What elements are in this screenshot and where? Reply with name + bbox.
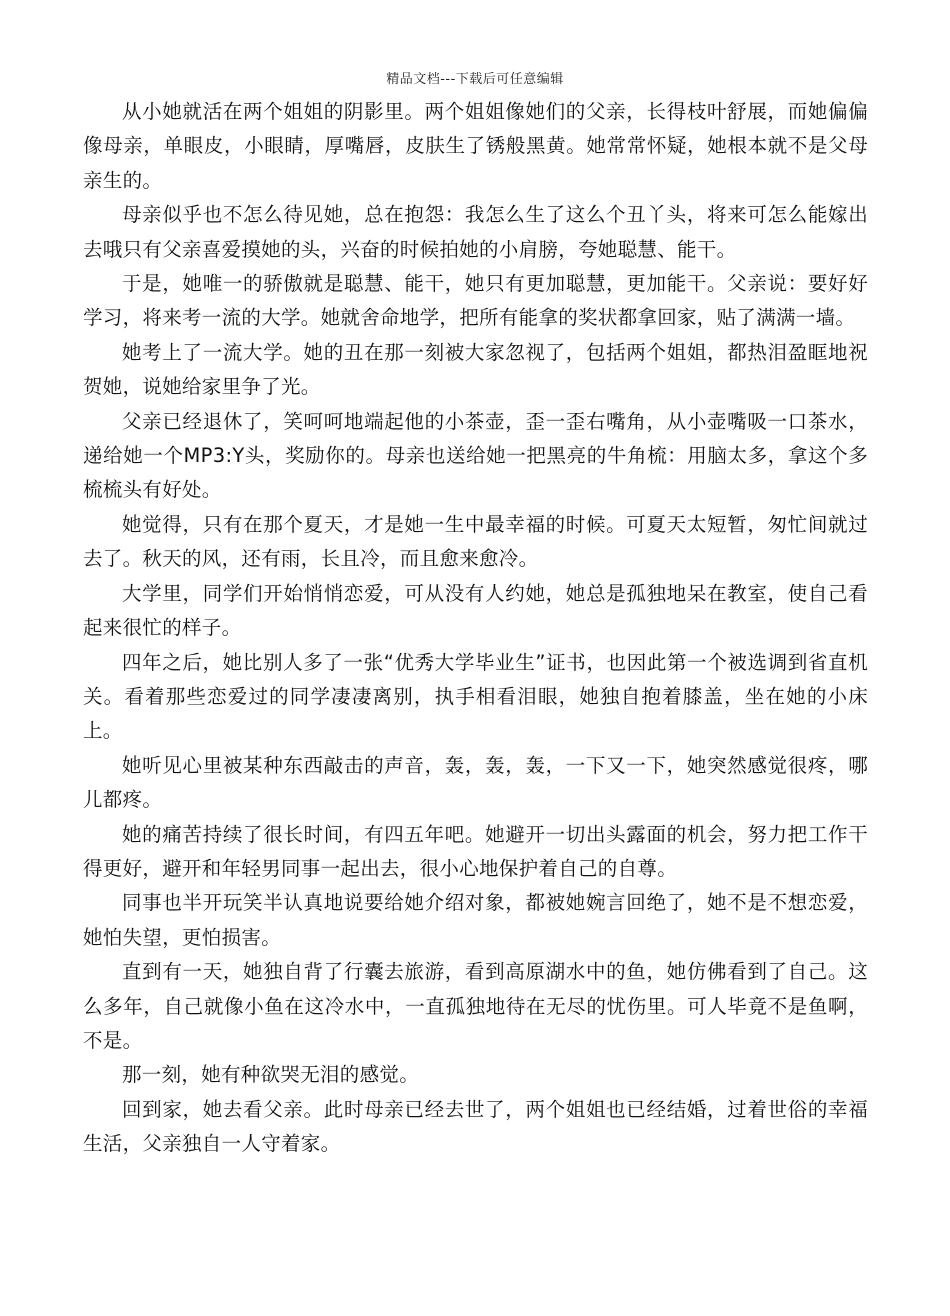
paragraph: 回到家，她去看父亲。此时母亲已经去世了，两个姐姐也已经结婚，过着世俗的幸福生活，父亲独自一人守着家。 (83, 1097, 868, 1156)
paragraph: 她的痛苦持续了很长时间，有四五年吧。她避开一切出头露面的机会，努力把工作干得更好，避开和年轻男同事一起出去，很小心地保护着自己的自尊。 (83, 822, 868, 880)
page-header: 精品文档---下载后可任意编辑 (386, 72, 564, 87)
paragraph: 四年之后，她比别人多了一张“优秀大学毕业生”证书，也因此第一个被选调到省直机关。看着那些恋爱过的同学凄凄离别，执手相看泪眼，她独自抱着膝盖，坐在她的小床上。 (83, 650, 868, 743)
paragraph: 她听见心里被某种东西敲击的声音，轰，轰，轰，一下又一下，她突然感觉很疼，哪儿都疼。 (83, 753, 868, 812)
paragraph: 直到有一天，她独自背了行囊去旅游，看到高原湖水中的鱼，她仿佛看到了自己。这么多年，自己就像小鱼在这冷水中，一直孤独地待在无尽的忧伤里。可人毕竟不是鱼啊，不是。 (83, 960, 868, 1052)
paragraph: 同事也半开玩笑半认真地说要给她介绍对象，都被她婉言回绝了，她不是不想恋爱，她怕失望，更怕损害。 (83, 891, 868, 949)
paragraph: 她觉得，只有在那个夏天，才是她一生中最幸福的时候。可夏天太短暂，匆忙间就过去了。秋天的风，还有雨，长且冷，而且愈来愈冷。 (83, 512, 868, 571)
paragraph: 那一刻，她有种欲哭无泪的感觉。 (122, 1063, 420, 1087)
paragraph: 她考上了一流大学。她的丑在那一刻被大家忽视了，包括两个姐姐，都热泪盈眶地祝贺她，说她给家里争了光。 (83, 340, 868, 399)
document-body (83, 95, 868, 1162)
paragraph: 于是，她唯一的骄傲就是聪慧、能干，她只有更加聪慧，更加能干。父亲说：要好好学习，将来考一流的大学。她就舍命地学，把所有能拿的奖状都拿回家，贴了满满一墙。 (83, 272, 868, 330)
paragraph: 父亲已经退休了，笑呵呵地端起他的小茶壶，歪一歪右嘴角，从小壶嘴吸一口茶水，递给她一个MP3:Y头，奖励你的。母亲也送给她一把黑亮的牛角梳：用脑太多，拿这个多梳梳头有好处。 (83, 409, 868, 502)
paragraph: 大学里，同学们开始悄悄恋爱，可从没有人约她，她总是孤独地呆在教室，使自己看起来很忙的样子。 (83, 581, 868, 640)
paragraph: 从小她就活在两个姐姐的阴影里。两个姐姐像她们的父亲，长得枝叶舒展，而她偏偏像母亲，单眼皮，小眼睛，厚嘴唇，皮肤生了锈般黑黄。她常常怀疑，她根本就不是父母亲生的。 (83, 100, 868, 192)
paragraph: 母亲似乎也不怎么待见她，总在抱怨：我怎么生了这么个丑丫头，将来可怎么能嫁出去哦只有父亲喜爱摸她的头，兴奋的时候拍她的小肩膀，夸她聪慧、能干。 (83, 203, 868, 261)
